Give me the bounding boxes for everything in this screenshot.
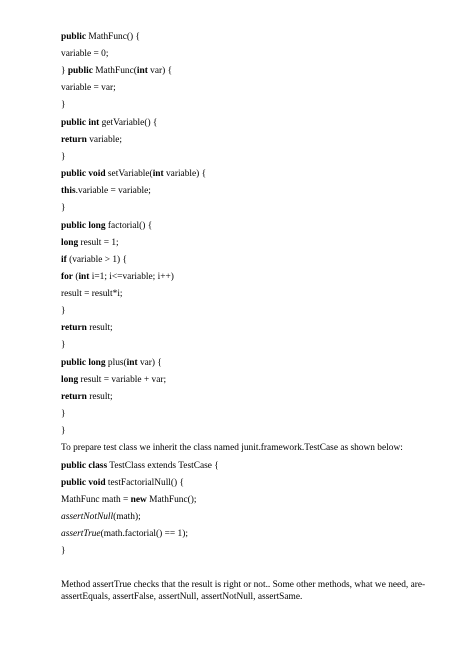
keyword-text: int [152,169,164,179]
keyword-text: return [61,135,87,145]
keyword-text: public void [61,169,106,179]
line-text: result = result*i; [61,289,123,299]
line-text: } [61,426,66,436]
keyword-text: new [130,495,147,505]
keyword-text: public int [61,118,100,128]
code-line [61,82,116,94]
keyword-text: public [61,32,87,42]
keyword-text: public [67,66,93,76]
line-text: result; [86,323,113,333]
keyword-text: public void [61,478,106,488]
line-text: variable = var; [61,83,116,93]
code-line [61,408,66,420]
line-text: plus( [105,358,127,368]
line-text: ( [72,272,79,282]
line-text: result; [86,392,113,402]
code-line [61,48,108,60]
line-text: getVariable() { [99,118,158,128]
code-line [61,305,66,317]
line-text: MathFunc(); [146,495,197,505]
line-text: } [61,66,68,76]
code-line [61,288,123,300]
line-text: MathFunc() { [86,32,140,42]
line-text: (variable > 1) { [66,255,128,265]
keyword-text: int [126,358,138,368]
line-text: To prepare test class we inherit the class named junit.framework.TestCase as shown below: [61,443,403,453]
code-line [61,202,66,214]
code-line [61,237,119,249]
keyword-text: for [61,272,73,282]
line-text: setVariable( [105,169,153,179]
line-text: variable = 0; [61,49,109,59]
line-text: .variable = variable; [75,186,151,196]
keyword-text: public long [61,358,106,368]
code-line [61,220,152,232]
method-call-text: assertTrue [61,529,101,539]
line-text: result = 1; [78,238,119,248]
keyword-text: return [61,323,87,333]
line-text: testFactorialNull() { [105,478,185,488]
body-paragraph [61,579,456,603]
code-line [61,545,66,557]
code-line [61,425,66,437]
keyword-text: public long [61,221,106,231]
line-text: } [61,409,66,419]
line-text: var) { [137,358,162,368]
line-text: } [61,340,66,350]
code-line [61,151,66,163]
keyword-text: long [61,375,79,385]
code-line [61,134,122,146]
keyword-text: int [136,66,148,76]
code-line [61,339,66,351]
code-line [61,99,66,111]
line-text: i=1; i<=variable; i++) [89,272,174,282]
line-text: } [61,546,66,556]
code-line [61,168,206,180]
keyword-text: long [61,238,79,248]
code-line [61,31,140,43]
code-line [61,65,172,77]
code-line [61,357,162,369]
line-text: } [61,100,66,110]
keyword-text: public class [61,461,108,471]
code-line [61,511,141,523]
line-text: } [61,306,66,316]
keyword-text: this [61,186,76,196]
code-line [61,322,113,334]
code-line [61,460,219,472]
line-text: factorial() { [105,221,153,231]
line-text: Method assertTrue checks that the result is right or not.. Some other methods, what we need, are- assertEquals, assertFalse, assertNull, assertNotNull, assertSame. [61,580,426,602]
line-text: } [61,152,66,162]
code-line [61,117,157,129]
code-line [61,271,174,283]
code-line [61,528,188,540]
line-text: TestClass extends TestCase { [107,461,219,471]
code-line [61,391,113,403]
keyword-text: if [61,255,67,265]
code-line [61,477,184,489]
method-call-text: assertNotNull [61,512,114,522]
keyword-text: return [61,392,87,402]
keyword-text: int [78,272,90,282]
code-line [61,494,197,506]
line-text: (math); [113,512,141,522]
line-text: variable) { [163,169,207,179]
code-line [61,442,403,454]
code-line [61,185,151,197]
line-text: var) { [147,66,173,76]
line-text: result = variable + var; [78,375,167,385]
code-line [61,254,127,266]
line-text: } [61,203,66,213]
line-text: MathFunc( [92,66,137,76]
line-text: MathFunc math = [61,495,131,505]
line-text: (math.factorial() == 1); [100,529,188,539]
code-line [61,374,166,386]
line-text: variable; [86,135,123,145]
